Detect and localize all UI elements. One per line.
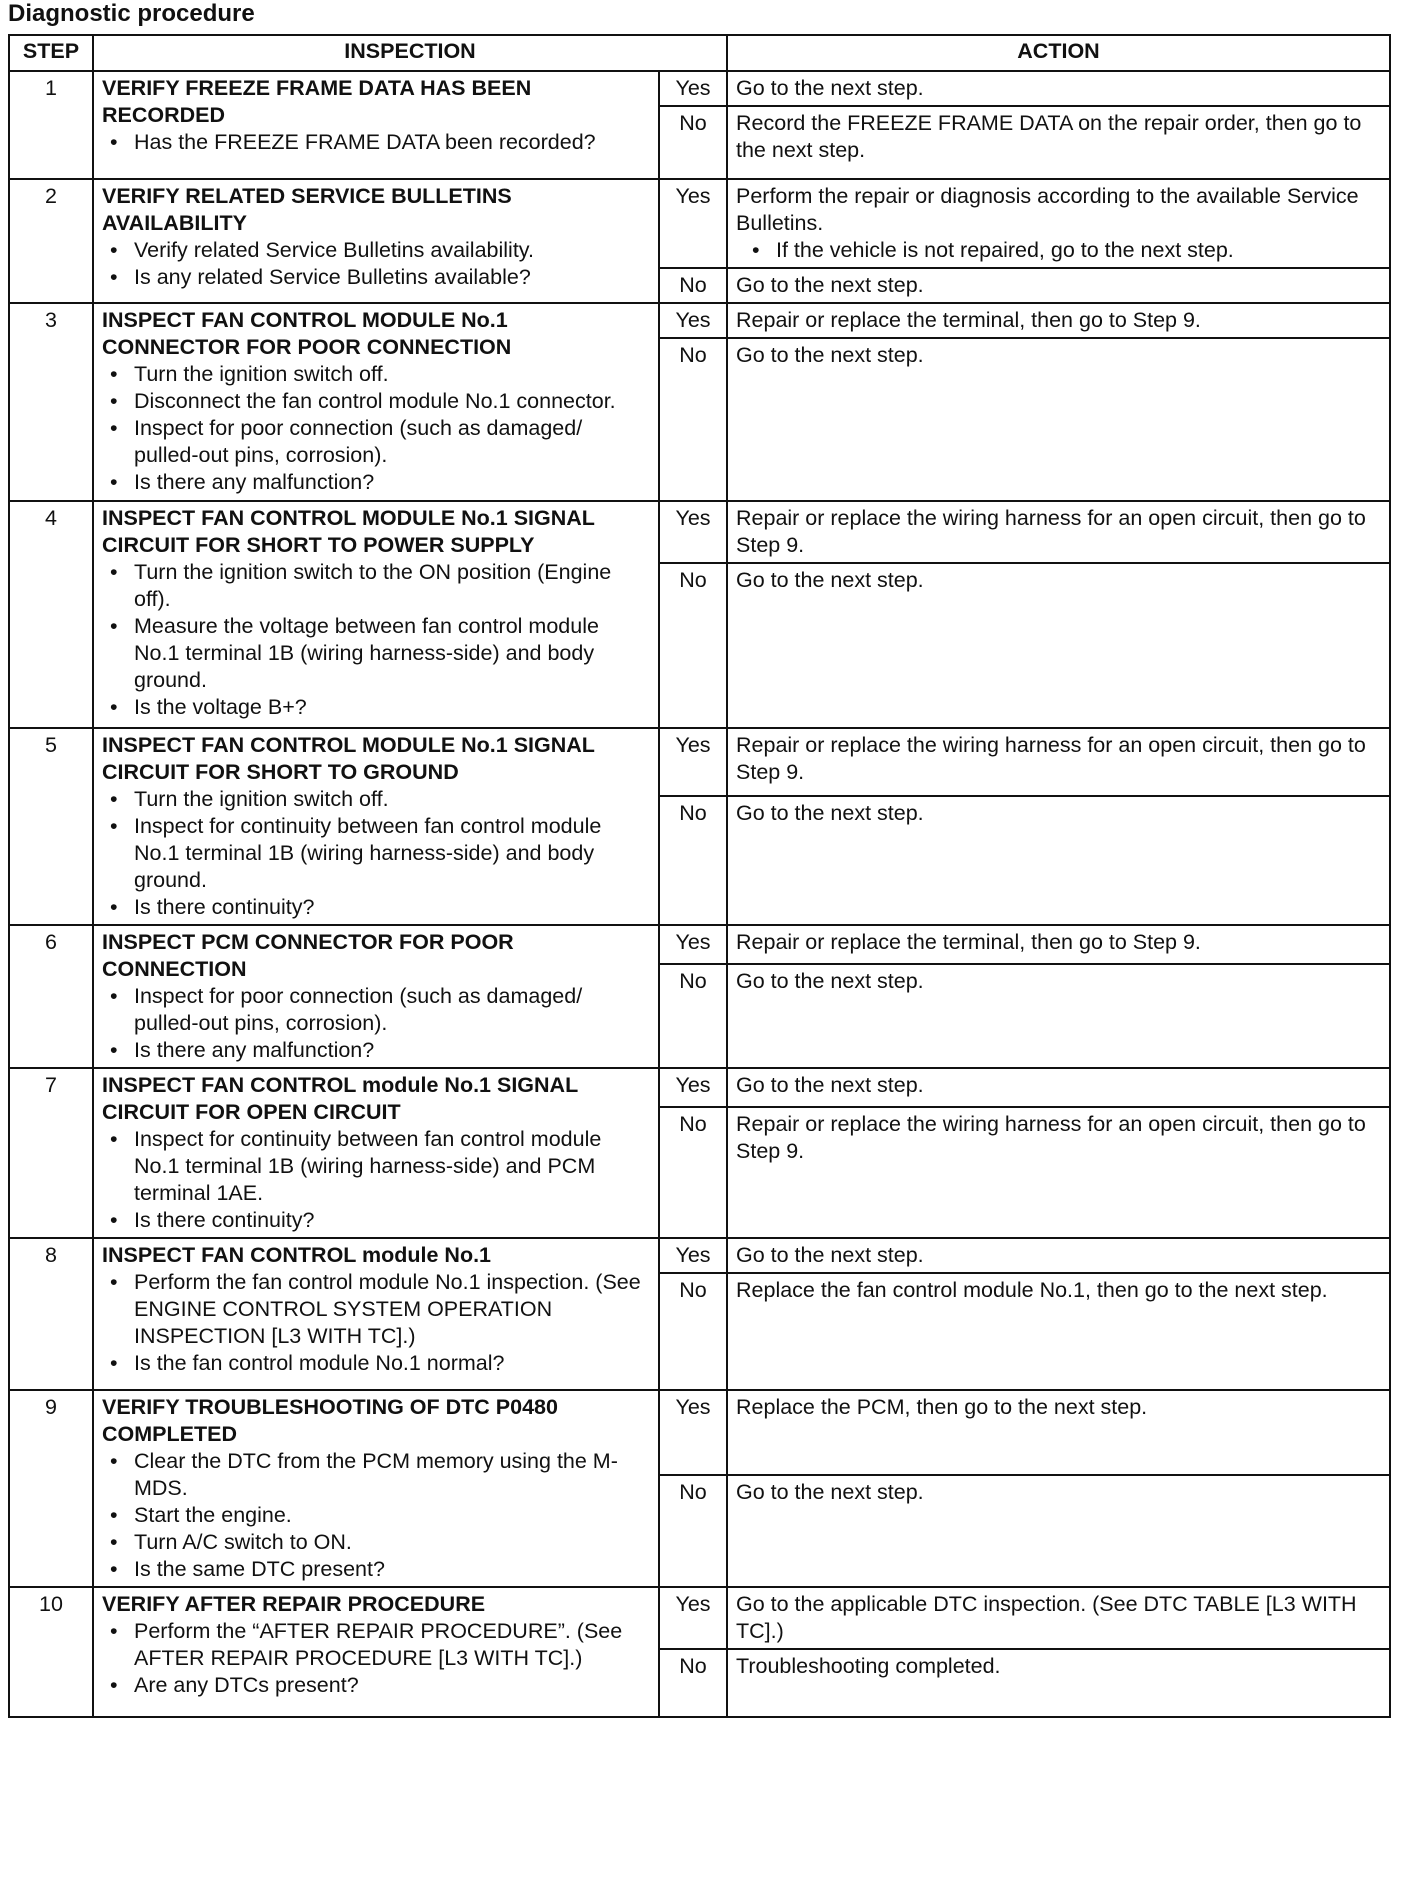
header-action: ACTION — [727, 35, 1390, 71]
no-label: No — [659, 1273, 727, 1390]
inspection-title: VERIFY TROUBLESHOOTING OF DTC P0480 COMPLETED — [102, 1395, 558, 1446]
inspection-title: INSPECT FAN CONTROL MODULE No.1 CONNECTOR FOR POOR CONNECTION — [102, 308, 512, 359]
inspection-cell — [93, 1238, 659, 1390]
yes-action-text: Repair or replace the terminal, then go to Step 9. — [736, 308, 1201, 332]
inspection-item: • Is the same DTC present? — [134, 1556, 650, 1583]
step-number: 4 — [9, 501, 93, 728]
inspection-item: • Is there any malfunction? — [134, 469, 650, 496]
inspection-title: INSPECT FAN CONTROL module No.1 SIGNAL CIRCUIT FOR OPEN CIRCUIT — [102, 1073, 578, 1124]
table-row — [9, 728, 1390, 796]
no-label: No — [659, 338, 727, 501]
table-row — [9, 1587, 1390, 1649]
table-row — [9, 303, 1390, 338]
inspection-cell — [93, 303, 659, 501]
no-label: No — [659, 964, 727, 1069]
page-title: Diagnostic procedure — [8, 0, 255, 27]
inspection-item: • Inspect for poor connection (such as damaged/ pulled-out pins, corrosion). — [134, 415, 650, 469]
yes-action — [727, 1068, 1390, 1107]
no-action-text: Repair or replace the wiring harness for an open circuit, then go to Step 9. — [736, 1111, 1366, 1163]
step-number: 5 — [9, 728, 93, 925]
inspection-list — [102, 559, 650, 721]
yes-action — [727, 501, 1390, 563]
inspection-list — [102, 1618, 650, 1699]
table-row — [9, 925, 1390, 964]
step-number: 3 — [9, 303, 93, 501]
table-row — [9, 1068, 1390, 1107]
yes-action-text: Go to the next step. — [736, 76, 924, 100]
yes-action — [727, 1587, 1390, 1649]
table-row — [9, 71, 1390, 106]
inspection-item: • Is there any malfunction? — [134, 1037, 650, 1064]
no-action-text: Go to the next step. — [736, 568, 924, 592]
table-body — [9, 71, 1390, 1717]
yes-action — [727, 71, 1390, 106]
inspection-item: • Has the FREEZE FRAME DATA been recorded? — [134, 129, 650, 156]
inspection-item: • Are any DTCs present? — [134, 1672, 650, 1699]
yes-label: Yes — [659, 501, 727, 563]
inspection-list — [102, 237, 650, 291]
step-number: 8 — [9, 1238, 93, 1390]
inspection-cell — [93, 925, 659, 1068]
no-action-text: Go to the next step. — [736, 343, 924, 367]
inspection-list — [102, 786, 650, 921]
inspection-item: • Is any related Service Bulletins available? — [134, 264, 650, 291]
yes-action — [727, 179, 1390, 268]
no-action — [727, 268, 1390, 303]
inspection-title: INSPECT FAN CONTROL MODULE No.1 SIGNAL CIRCUIT FOR SHORT TO POWER SUPPLY — [102, 506, 595, 557]
yes-action — [727, 925, 1390, 964]
no-action — [727, 338, 1390, 501]
inspection-item: • Inspect for continuity between fan control module No.1 terminal 1B (wiring harness-side) and PCM terminal 1AE. — [134, 1126, 650, 1207]
inspection-cell — [93, 71, 659, 179]
no-action — [727, 563, 1390, 728]
inspection-list — [102, 361, 650, 496]
yes-label: Yes — [659, 728, 727, 796]
inspection-item: • Is there continuity? — [134, 894, 650, 921]
inspection-item: • Perform the “AFTER REPAIR PROCEDURE”. (See AFTER REPAIR PROCEDURE [L3 WITH TC].) — [134, 1618, 650, 1672]
table-row — [9, 1238, 1390, 1273]
inspection-item: • Perform the fan control module No.1 inspection. (See ENGINE CONTROL SYSTEM OPERATION INSPECTION [L3 WITH TC].) — [134, 1269, 650, 1350]
no-action-text: Go to the next step. — [736, 1479, 924, 1504]
yes-action — [727, 728, 1390, 796]
table-row — [9, 501, 1390, 563]
yes-action-list — [736, 237, 1381, 264]
table-header-row — [9, 35, 1390, 71]
yes-action-item: • If the vehicle is not repaired, go to the next step. — [776, 237, 1381, 264]
inspection-item: • Is the fan control module No.1 normal? — [134, 1350, 650, 1377]
no-action — [727, 1475, 1390, 1587]
no-action-text: Record the FREEZE FRAME DATA on the repair order, then go to the next step. — [736, 111, 1362, 162]
inspection-title: VERIFY AFTER REPAIR PROCEDURE — [102, 1592, 486, 1616]
yes-label: Yes — [659, 925, 727, 964]
table-row — [9, 1390, 1390, 1475]
no-action — [727, 1107, 1390, 1238]
inspection-cell — [93, 179, 659, 303]
inspection-item: • Inspect for continuity between fan control module No.1 terminal 1B (wiring harness-side) and body ground. — [134, 813, 650, 894]
inspection-title: INSPECT FAN CONTROL module No.1 — [102, 1243, 492, 1267]
no-label: No — [659, 268, 727, 303]
yes-label: Yes — [659, 303, 727, 338]
no-action-text: Go to the next step. — [736, 800, 924, 825]
yes-label: Yes — [659, 179, 727, 268]
inspection-item: • Turn A/C switch to ON. — [134, 1529, 650, 1556]
step-number: 6 — [9, 925, 93, 1068]
yes-action — [727, 1238, 1390, 1273]
inspection-item: • Is the voltage B+? — [134, 694, 650, 721]
yes-action-text: Replace the PCM, then go to the next step. — [736, 1395, 1148, 1419]
no-action-text: Troubleshooting completed. — [736, 1654, 1001, 1678]
no-action — [727, 796, 1390, 925]
inspection-cell — [93, 501, 659, 728]
no-label: No — [659, 796, 727, 925]
yes-action — [727, 1390, 1390, 1475]
inspection-cell — [93, 728, 659, 925]
no-action-text: Replace the fan control module No.1, then go to the next step. — [736, 1278, 1328, 1302]
no-label: No — [659, 106, 727, 179]
inspection-item: • Measure the voltage between fan control module No.1 terminal 1B (wiring harness-side) and body ground. — [134, 613, 650, 694]
inspection-item: • Verify related Service Bulletins availability. — [134, 237, 650, 264]
yes-action-text: Repair or replace the terminal, then go to Step 9. — [736, 930, 1201, 954]
yes-action-text: Repair or replace the wiring harness for an open circuit, then go to Step 9. — [736, 733, 1366, 784]
yes-label: Yes — [659, 71, 727, 106]
step-number: 7 — [9, 1068, 93, 1238]
inspection-list — [102, 983, 650, 1064]
inspection-title: INSPECT FAN CONTROL MODULE No.1 SIGNAL CIRCUIT FOR SHORT TO GROUND — [102, 733, 595, 784]
inspection-item: • Turn the ignition switch off. — [134, 361, 650, 388]
no-label: No — [659, 563, 727, 728]
yes-action-text: Repair or replace the wiring harness for an open circuit, then go to Step 9. — [736, 506, 1366, 557]
inspection-item: • Start the engine. — [134, 1502, 650, 1529]
yes-label: Yes — [659, 1587, 727, 1649]
no-action — [727, 1649, 1390, 1717]
yes-action-text: Perform the repair or diagnosis according to the available Service Bulletins. — [736, 184, 1359, 235]
no-action — [727, 1273, 1390, 1390]
inspection-item: • Turn the ignition switch to the ON position (Engine off). — [134, 559, 650, 613]
yes-action — [727, 303, 1390, 338]
inspection-cell — [93, 1068, 659, 1238]
no-action — [727, 106, 1390, 179]
inspection-cell — [93, 1390, 659, 1587]
yes-label: Yes — [659, 1238, 727, 1273]
no-label: No — [659, 1475, 727, 1587]
no-label: No — [659, 1107, 727, 1238]
inspection-title: VERIFY FREEZE FRAME DATA HAS BEEN RECORDED — [102, 76, 532, 127]
diagnostic-table — [8, 34, 1391, 1718]
yes-action-text: Go to the applicable DTC inspection. (See DTC TABLE [L3 WITH TC].) — [736, 1592, 1357, 1643]
yes-action-text: Go to the next step. — [736, 1243, 924, 1267]
inspection-item: • Is there continuity? — [134, 1207, 650, 1234]
inspection-item: • Disconnect the fan control module No.1 connector. — [134, 388, 650, 415]
no-action — [727, 964, 1390, 1069]
table-row — [9, 179, 1390, 268]
inspection-item: • Turn the ignition switch off. — [134, 786, 650, 813]
inspection-list — [102, 129, 650, 156]
step-number: 2 — [9, 179, 93, 303]
inspection-item: • Inspect for poor connection (such as damaged/ pulled-out pins, corrosion). — [134, 983, 650, 1037]
step-number: 9 — [9, 1390, 93, 1587]
inspection-cell — [93, 1587, 659, 1717]
yes-label: Yes — [659, 1068, 727, 1107]
inspection-list — [102, 1126, 650, 1234]
header-step: STEP — [9, 35, 93, 71]
no-action-text: Go to the next step. — [736, 968, 924, 993]
step-number: 10 — [9, 1587, 93, 1717]
no-action-text: Go to the next step. — [736, 273, 924, 297]
header-inspection: INSPECTION — [93, 35, 727, 71]
no-label: No — [659, 1649, 727, 1717]
inspection-item: • Clear the DTC from the PCM memory using the M-MDS. — [134, 1448, 650, 1502]
yes-label: Yes — [659, 1390, 727, 1475]
inspection-list — [102, 1269, 650, 1377]
step-number: 1 — [9, 71, 93, 179]
inspection-title: VERIFY RELATED SERVICE BULLETINS AVAILABILITY — [102, 184, 512, 235]
inspection-title: INSPECT PCM CONNECTOR FOR POOR CONNECTION — [102, 930, 514, 981]
inspection-list — [102, 1448, 650, 1583]
yes-action-text: Go to the next step. — [736, 1073, 924, 1097]
